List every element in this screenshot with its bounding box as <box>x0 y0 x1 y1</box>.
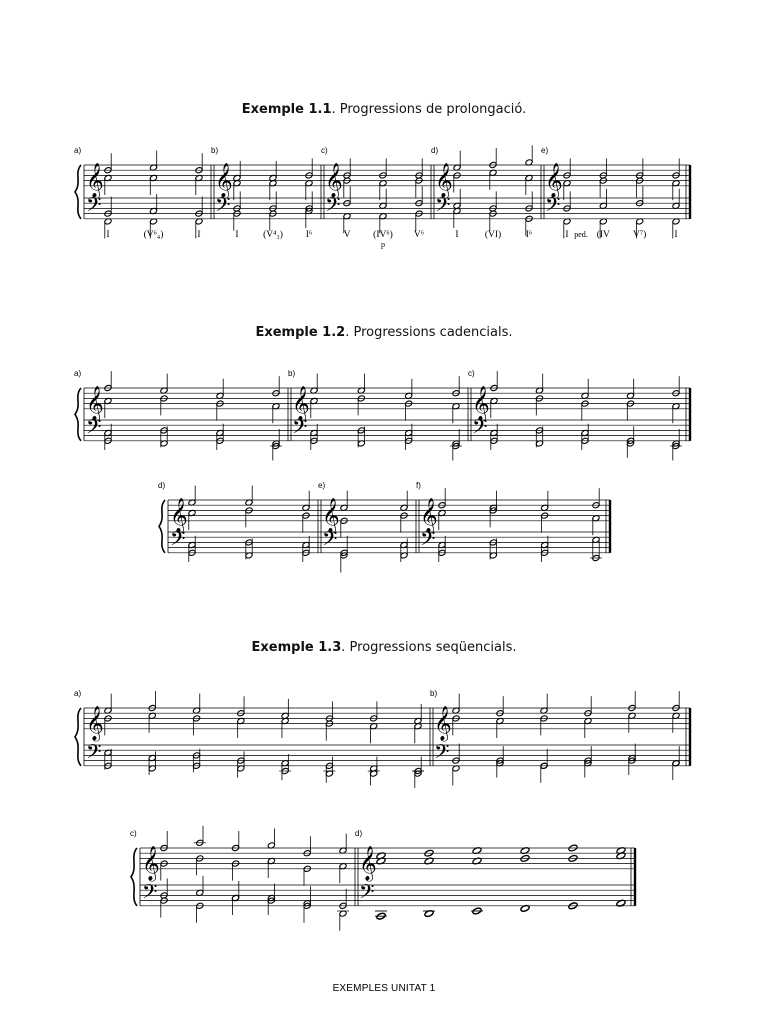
page-footer: EXEMPLES UNITAT 1 <box>332 983 436 994</box>
treble-clef: 𝄞 <box>359 845 377 881</box>
section-label: c) <box>130 829 137 838</box>
roman-numeral: V⁶ <box>413 229 425 240</box>
treble-clef: 𝄞 <box>292 385 310 421</box>
roman-numeral: (V⁴₃) <box>263 229 283 240</box>
section-label: d) <box>431 146 439 155</box>
brace <box>75 165 81 219</box>
bass-clef: 𝄢 <box>86 740 102 769</box>
roman-numeral: I <box>455 229 459 240</box>
bass-clef: 𝄢 <box>142 880 158 909</box>
roman-numeral: I <box>674 229 678 240</box>
section-label: b) <box>430 689 438 698</box>
bass-clef: 𝄢 <box>420 527 436 556</box>
bass-clef: 𝄢 <box>545 193 561 222</box>
treble-clef: 𝄞 <box>170 497 188 533</box>
treble-clef: 𝄞 <box>420 497 438 533</box>
bass-clef: 𝄢 <box>86 193 102 222</box>
section-label: f) <box>416 481 421 490</box>
treble-clef: 𝄞 <box>434 705 452 741</box>
roman-numeral: V⁷) <box>632 229 647 240</box>
bass-clef: 𝄢 <box>434 740 450 769</box>
example-1-3-title: Exemple 1.3. Progressions seqüencials. <box>251 640 517 655</box>
roman-numeral: I⁶ <box>305 229 313 240</box>
treble-clef: 𝄞 <box>142 845 160 881</box>
roman-numeral: I <box>235 229 239 240</box>
brace <box>75 708 81 766</box>
bass-clef: 𝄢 <box>472 415 488 444</box>
bass-clef: 𝄢 <box>435 193 451 222</box>
roman-numeral: (VI) <box>484 229 502 240</box>
treble-clef: 𝄞 <box>86 705 104 741</box>
section-label: a) <box>74 369 82 378</box>
roman-numeral: (V⁶₄) <box>143 229 164 240</box>
section-label: a) <box>74 146 82 155</box>
brace <box>159 500 165 553</box>
brace <box>75 388 81 441</box>
section-label: c) <box>468 369 475 378</box>
treble-clef: 𝄞 <box>435 162 453 198</box>
roman-subscript: p <box>381 239 385 249</box>
example-1-2-title: Exemple 1.2. Progressions cadencials. <box>255 325 513 340</box>
treble-clef: 𝄞 <box>325 162 343 198</box>
bass-clef: 𝄢 <box>215 193 231 222</box>
treble-clef: 𝄞 <box>472 385 490 421</box>
roman-numeral: V <box>343 229 351 240</box>
bass-clef: 𝄢 <box>322 527 338 556</box>
treble-clef: 𝄞 <box>545 162 563 198</box>
section-label: d) <box>355 829 363 838</box>
bass-clef: 𝄢 <box>170 527 186 556</box>
treble-clef: 𝄞 <box>322 497 340 533</box>
section-label: b) <box>288 369 296 378</box>
treble-clef: 𝄞 <box>215 162 233 198</box>
treble-clef: 𝄞 <box>86 162 104 198</box>
section-label: a) <box>74 689 82 698</box>
brace <box>131 848 137 906</box>
roman-subscript: ped. <box>574 229 588 239</box>
example-1-1-title: Exemple 1.1. Progressions de prolongació. <box>241 102 527 117</box>
roman-numeral: I <box>565 229 569 240</box>
bass-clef: 𝄢 <box>86 415 102 444</box>
roman-numeral: I <box>106 229 110 240</box>
roman-numeral: I <box>197 229 201 240</box>
section-label: b) <box>211 146 219 155</box>
section-label: c) <box>321 146 328 155</box>
roman-numeral: I⁶ <box>525 229 533 240</box>
section-label: e) <box>318 481 326 490</box>
treble-clef: 𝄞 <box>86 385 104 421</box>
bass-clef: 𝄢 <box>292 415 308 444</box>
roman-numeral: (IV⁶) <box>373 229 393 240</box>
roman-numeral: (IV <box>596 229 610 240</box>
section-label: d) <box>158 481 166 490</box>
bass-clef: 𝄢 <box>325 193 341 222</box>
bass-clef: 𝄢 <box>359 880 375 909</box>
section-label: e) <box>541 146 549 155</box>
